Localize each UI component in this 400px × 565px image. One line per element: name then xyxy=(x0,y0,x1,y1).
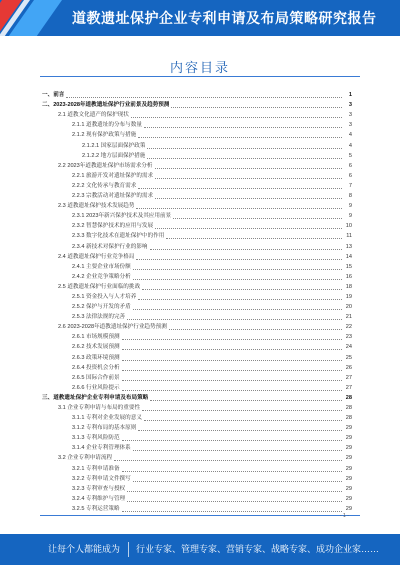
toc-leader-dots xyxy=(166,238,342,239)
table-of-contents xyxy=(42,90,352,514)
toc-leader-dots xyxy=(138,299,342,300)
toc-leader-dots xyxy=(127,319,342,320)
toc-entry-label: 2.6.5 国际合作前景 xyxy=(72,374,120,381)
toc-entry-page: 14 xyxy=(345,253,352,260)
toc-leader-dots xyxy=(150,400,342,401)
toc-entry[interactable] xyxy=(42,130,352,140)
toc-entry-label: 3.1.2 专利布局的基本原则 xyxy=(72,425,137,432)
toc-entry-page: 6 xyxy=(348,162,352,169)
toc-entry-page: 29 xyxy=(345,445,352,452)
toc-entry-page: 4 xyxy=(348,132,352,139)
toc-leader-dots xyxy=(122,349,342,350)
toc-entry-page: 29 xyxy=(345,475,352,482)
toc-entry[interactable] xyxy=(42,443,352,453)
toc-entry-page: 29 xyxy=(345,485,352,492)
toc-entry-page: 3 xyxy=(348,112,352,119)
toc-leader-dots xyxy=(138,430,342,431)
toc-entry[interactable] xyxy=(42,181,352,191)
toc-leader-dots xyxy=(66,97,342,98)
toc-entry-label: 2.6.3 政策环境预测 xyxy=(72,354,120,361)
toc-entry-page: 18 xyxy=(345,283,352,290)
toc-entry-page: 10 xyxy=(345,223,352,230)
toc-entry[interactable] xyxy=(42,504,352,514)
toc-entry-label: 2.5.2 保护与开发的矛盾 xyxy=(72,304,131,311)
toc-entry-page: 1 xyxy=(348,92,352,99)
toc-leader-dots xyxy=(122,390,342,391)
toc-entry[interactable] xyxy=(42,231,352,241)
toc-entry-label: 3.2.5 专利运营策略 xyxy=(72,505,120,512)
toc-leader-dots xyxy=(142,410,342,411)
toc-entry[interactable] xyxy=(42,433,352,443)
toc-leader-dots xyxy=(150,249,342,250)
toc-entry-page: 3 xyxy=(348,102,352,109)
toc-entry-label: 2.5.3 法律法规的完善 xyxy=(72,314,126,321)
toc-entry-label: 3.2 企业专利申请流程 xyxy=(58,455,113,462)
toc-entry[interactable] xyxy=(42,252,352,262)
toc-entry-label: 3.1.4 企业专利管理体系 xyxy=(72,445,131,452)
toc-entry[interactable] xyxy=(42,322,352,332)
toc-entry-label: 2.1 道教文化遗产的保护现状 xyxy=(58,112,129,119)
toc-entry-page: 20 xyxy=(345,304,352,311)
toc-entry[interactable] xyxy=(42,262,352,272)
toc-entry[interactable] xyxy=(42,463,352,473)
toc-leader-dots xyxy=(122,370,342,371)
toc-entry-label: 3.2.3 专利审查与授权 xyxy=(72,485,126,492)
toc-entry-label: 一、前言 xyxy=(42,92,65,99)
toc-entry-label: 2.6.6 行业风险提示 xyxy=(72,384,120,391)
toc-leader-dots xyxy=(155,178,342,179)
toc-leader-dots xyxy=(133,269,342,270)
toc-entry-label: 2.5.1 资金投入与人才培养 xyxy=(72,293,137,300)
toc-entry-page: 29 xyxy=(345,465,352,472)
page-number: - 1 - xyxy=(340,513,349,519)
toc-entry-label: 2.5 道教遗址保护行业面临的挑战 xyxy=(58,283,141,290)
toc-leader-dots xyxy=(147,148,342,149)
toc-leader-dots xyxy=(155,198,342,199)
toc-entry-label: 3.2.1 专利申请准备 xyxy=(72,465,120,472)
toc-entry-page: 5 xyxy=(348,152,352,159)
toc-entry-page: 26 xyxy=(345,364,352,371)
toc-leader-dots xyxy=(122,440,342,441)
toc-entry-label: 2.3.4 新技术对保护行业的影响 xyxy=(72,243,148,250)
toc-entry-label: 3.2.2 专利申请文件撰写 xyxy=(72,475,131,482)
toc-entry[interactable] xyxy=(42,474,352,484)
toc-entry[interactable] xyxy=(42,403,352,413)
toc-heading: 内容目录 xyxy=(169,60,230,75)
toc-entry-page: 27 xyxy=(345,374,352,381)
toc-entry-label: 2.6 2023-2028年道教遗址保护行业趋势预测 xyxy=(58,324,167,331)
toc-entry[interactable] xyxy=(42,282,352,292)
toc-entry-page: 4 xyxy=(348,142,352,149)
toc-entry[interactable] xyxy=(42,151,352,161)
toc-entry[interactable] xyxy=(42,383,352,393)
report-title: 道教遗址保护企业专利申请及布局策略研究报告 xyxy=(72,10,377,26)
toc-entry-label: 2.3.3 数字化技术在遗址保护中的作用 xyxy=(72,233,165,240)
toc-entry-page: 6 xyxy=(348,172,352,179)
toc-leader-dots xyxy=(131,117,342,118)
toc-entry-page: 24 xyxy=(345,344,352,351)
toc-leader-dots xyxy=(114,460,342,461)
toc-entry[interactable] xyxy=(42,484,352,494)
toc-entry-label: 2.6.4 投资机会分析 xyxy=(72,364,120,371)
toc-entry-label: 2.4.2 企业竞争策略分析 xyxy=(72,273,131,280)
toc-entry-label: 2.2.3 宗教活动对遗址保护的需求 xyxy=(72,193,154,200)
toc-entry-page: 8 xyxy=(348,193,352,200)
toc-entry[interactable] xyxy=(42,292,352,302)
toc-entry-page: 28 xyxy=(345,394,352,401)
toc-entry[interactable] xyxy=(42,272,352,282)
report-header-banner xyxy=(0,0,400,36)
toc-entry[interactable] xyxy=(42,100,352,110)
toc-leader-dots xyxy=(173,218,342,219)
toc-leader-dots xyxy=(138,188,342,189)
toc-entry[interactable] xyxy=(42,332,352,342)
toc-entry-label: 2.2.1 旅游开发对遗址保护的需求 xyxy=(72,172,154,179)
toc-entry-page: 9 xyxy=(348,213,352,220)
toc-entry-label: 2.1.2.2 地方层面保护措施 xyxy=(82,152,146,159)
toc-leader-dots xyxy=(133,450,342,451)
toc-leader-dots xyxy=(122,380,342,381)
toc-entry[interactable] xyxy=(42,201,352,211)
toc-leader-dots xyxy=(127,491,342,492)
toc-leader-dots xyxy=(136,259,342,260)
toc-entry-page: 11 xyxy=(346,233,352,240)
toc-leader-dots xyxy=(122,511,342,512)
toc-entry-page: 9 xyxy=(348,203,352,210)
toc-entry-page: 22 xyxy=(345,324,352,331)
toc-entry[interactable] xyxy=(42,140,352,150)
toc-entry[interactable] xyxy=(42,363,352,373)
toc-entry-page: 3 xyxy=(348,122,352,129)
toc-leader-dots xyxy=(133,279,342,280)
toc-leader-dots xyxy=(147,158,342,159)
toc-entry[interactable] xyxy=(42,191,352,201)
toc-entry-page: 19 xyxy=(345,293,352,300)
toc-leader-dots xyxy=(133,309,342,310)
toc-entry-page: 15 xyxy=(345,263,352,270)
toc-entry-page: 13 xyxy=(345,243,352,250)
toc-leader-dots xyxy=(171,107,342,108)
toc-entry-page: 16 xyxy=(345,273,352,280)
toc-entry-label: 2.3.1 2023年新兴保护技术及其应用前景 xyxy=(72,213,172,220)
toc-entry[interactable] xyxy=(42,453,352,463)
toc-entry[interactable] xyxy=(42,241,352,251)
toc-leader-dots xyxy=(122,360,342,361)
toc-entry-label: 3.2.4 专利维护与管理 xyxy=(72,495,126,502)
toc-entry[interactable] xyxy=(42,211,352,221)
toc-entry[interactable] xyxy=(42,494,352,504)
toc-leader-dots xyxy=(122,471,342,472)
toc-entry-label: 2.4 道教遗址保护行业竞争格局 xyxy=(58,253,135,260)
toc-entry-page: 23 xyxy=(345,334,352,341)
toc-leader-dots xyxy=(144,420,342,421)
toc-leader-dots xyxy=(136,208,342,209)
toc-leader-dots xyxy=(138,137,342,138)
toc-leader-dots xyxy=(127,501,342,502)
toc-leader-dots xyxy=(122,339,342,340)
toc-entry-label: 2.4.1 主要企业市场份额 xyxy=(72,263,131,270)
toc-entry-label: 3.1 企业专利申请与布局的重要性 xyxy=(58,405,141,411)
toc-entry-page: 27 xyxy=(345,384,352,391)
toc-entry-page: 29 xyxy=(345,435,352,442)
toc-entry[interactable] xyxy=(42,120,352,130)
toc-entry-label: 2.1.2.1 国家层面保护政策 xyxy=(82,142,146,149)
toc-entry-label: 2.3.2 智慧保护技术的应用与发展 xyxy=(72,223,154,230)
toc-entry-label: 2.1.2 现有保护政策与措施 xyxy=(72,132,137,139)
toc-entry[interactable] xyxy=(42,413,352,423)
toc-entry-page: 28 xyxy=(345,415,352,422)
toc-entry-page: 7 xyxy=(348,182,352,189)
toc-entry-page: 28 xyxy=(345,405,352,411)
toc-entry-page: 29 xyxy=(345,505,352,512)
toc-entry[interactable] xyxy=(42,393,352,403)
toc-entry[interactable] xyxy=(42,110,352,120)
footer-slogan-left: 让每个人都能成为 xyxy=(48,544,121,554)
toc-leader-dots xyxy=(142,289,342,290)
toc-entry[interactable] xyxy=(42,352,352,362)
toc-top-rule xyxy=(40,76,360,77)
footer-slogan-right: 行业专家、管理专家、营销专家、战略专家、成功企业家…… xyxy=(136,544,380,554)
toc-entry-label: 2.2 2023年道教遗址保护市场需求分析 xyxy=(58,162,153,169)
toc-entry[interactable] xyxy=(42,373,352,383)
toc-entry[interactable] xyxy=(42,90,352,100)
toc-entry-page: 29 xyxy=(345,425,352,432)
toc-leader-dots xyxy=(155,168,343,169)
toc-entry[interactable] xyxy=(42,302,352,312)
toc-entry-label: 2.1.1 道教遗址的分布与数量 xyxy=(72,122,142,129)
footer-banner xyxy=(0,534,400,565)
toc-entry[interactable] xyxy=(42,342,352,352)
toc-entry[interactable] xyxy=(42,161,352,171)
toc-entry-label: 3.1.3 专利风险防范 xyxy=(72,435,120,442)
toc-leader-dots xyxy=(169,329,342,330)
toc-entry-label: 2.6.1 市场规模预测 xyxy=(72,334,120,341)
toc-entry-label: 3.1.1 专利对企业发展的意义 xyxy=(72,415,142,422)
toc-entry-label: 2.2.2 文化传承与教育需求 xyxy=(72,182,137,189)
toc-entry[interactable] xyxy=(42,171,352,181)
toc-entry-page: 21 xyxy=(345,314,352,321)
toc-entry-page: 29 xyxy=(345,455,352,462)
toc-leader-dots xyxy=(155,228,342,229)
toc-leader-dots xyxy=(144,127,342,128)
footer-divider xyxy=(128,542,129,557)
toc-leader-dots xyxy=(133,481,342,482)
toc-entry[interactable] xyxy=(42,221,352,231)
toc-entry-page: 29 xyxy=(345,495,352,502)
toc-entry-label: 2.3 道教遗址保护技术发展趋势 xyxy=(58,203,135,210)
toc-entry-page: 25 xyxy=(345,354,352,361)
toc-entry-label: 2.6.2 技术发展预测 xyxy=(72,344,120,351)
toc-entry[interactable] xyxy=(42,423,352,433)
toc-entry-label: 二、2023-2028年道教遗址保护行业前景及趋势预测 xyxy=(42,102,170,109)
toc-entry-label: 三、道教遗址保护企业专利申请及布局策略 xyxy=(42,394,149,401)
toc-entry[interactable] xyxy=(42,312,352,322)
toc-bottom-rule xyxy=(40,515,360,516)
